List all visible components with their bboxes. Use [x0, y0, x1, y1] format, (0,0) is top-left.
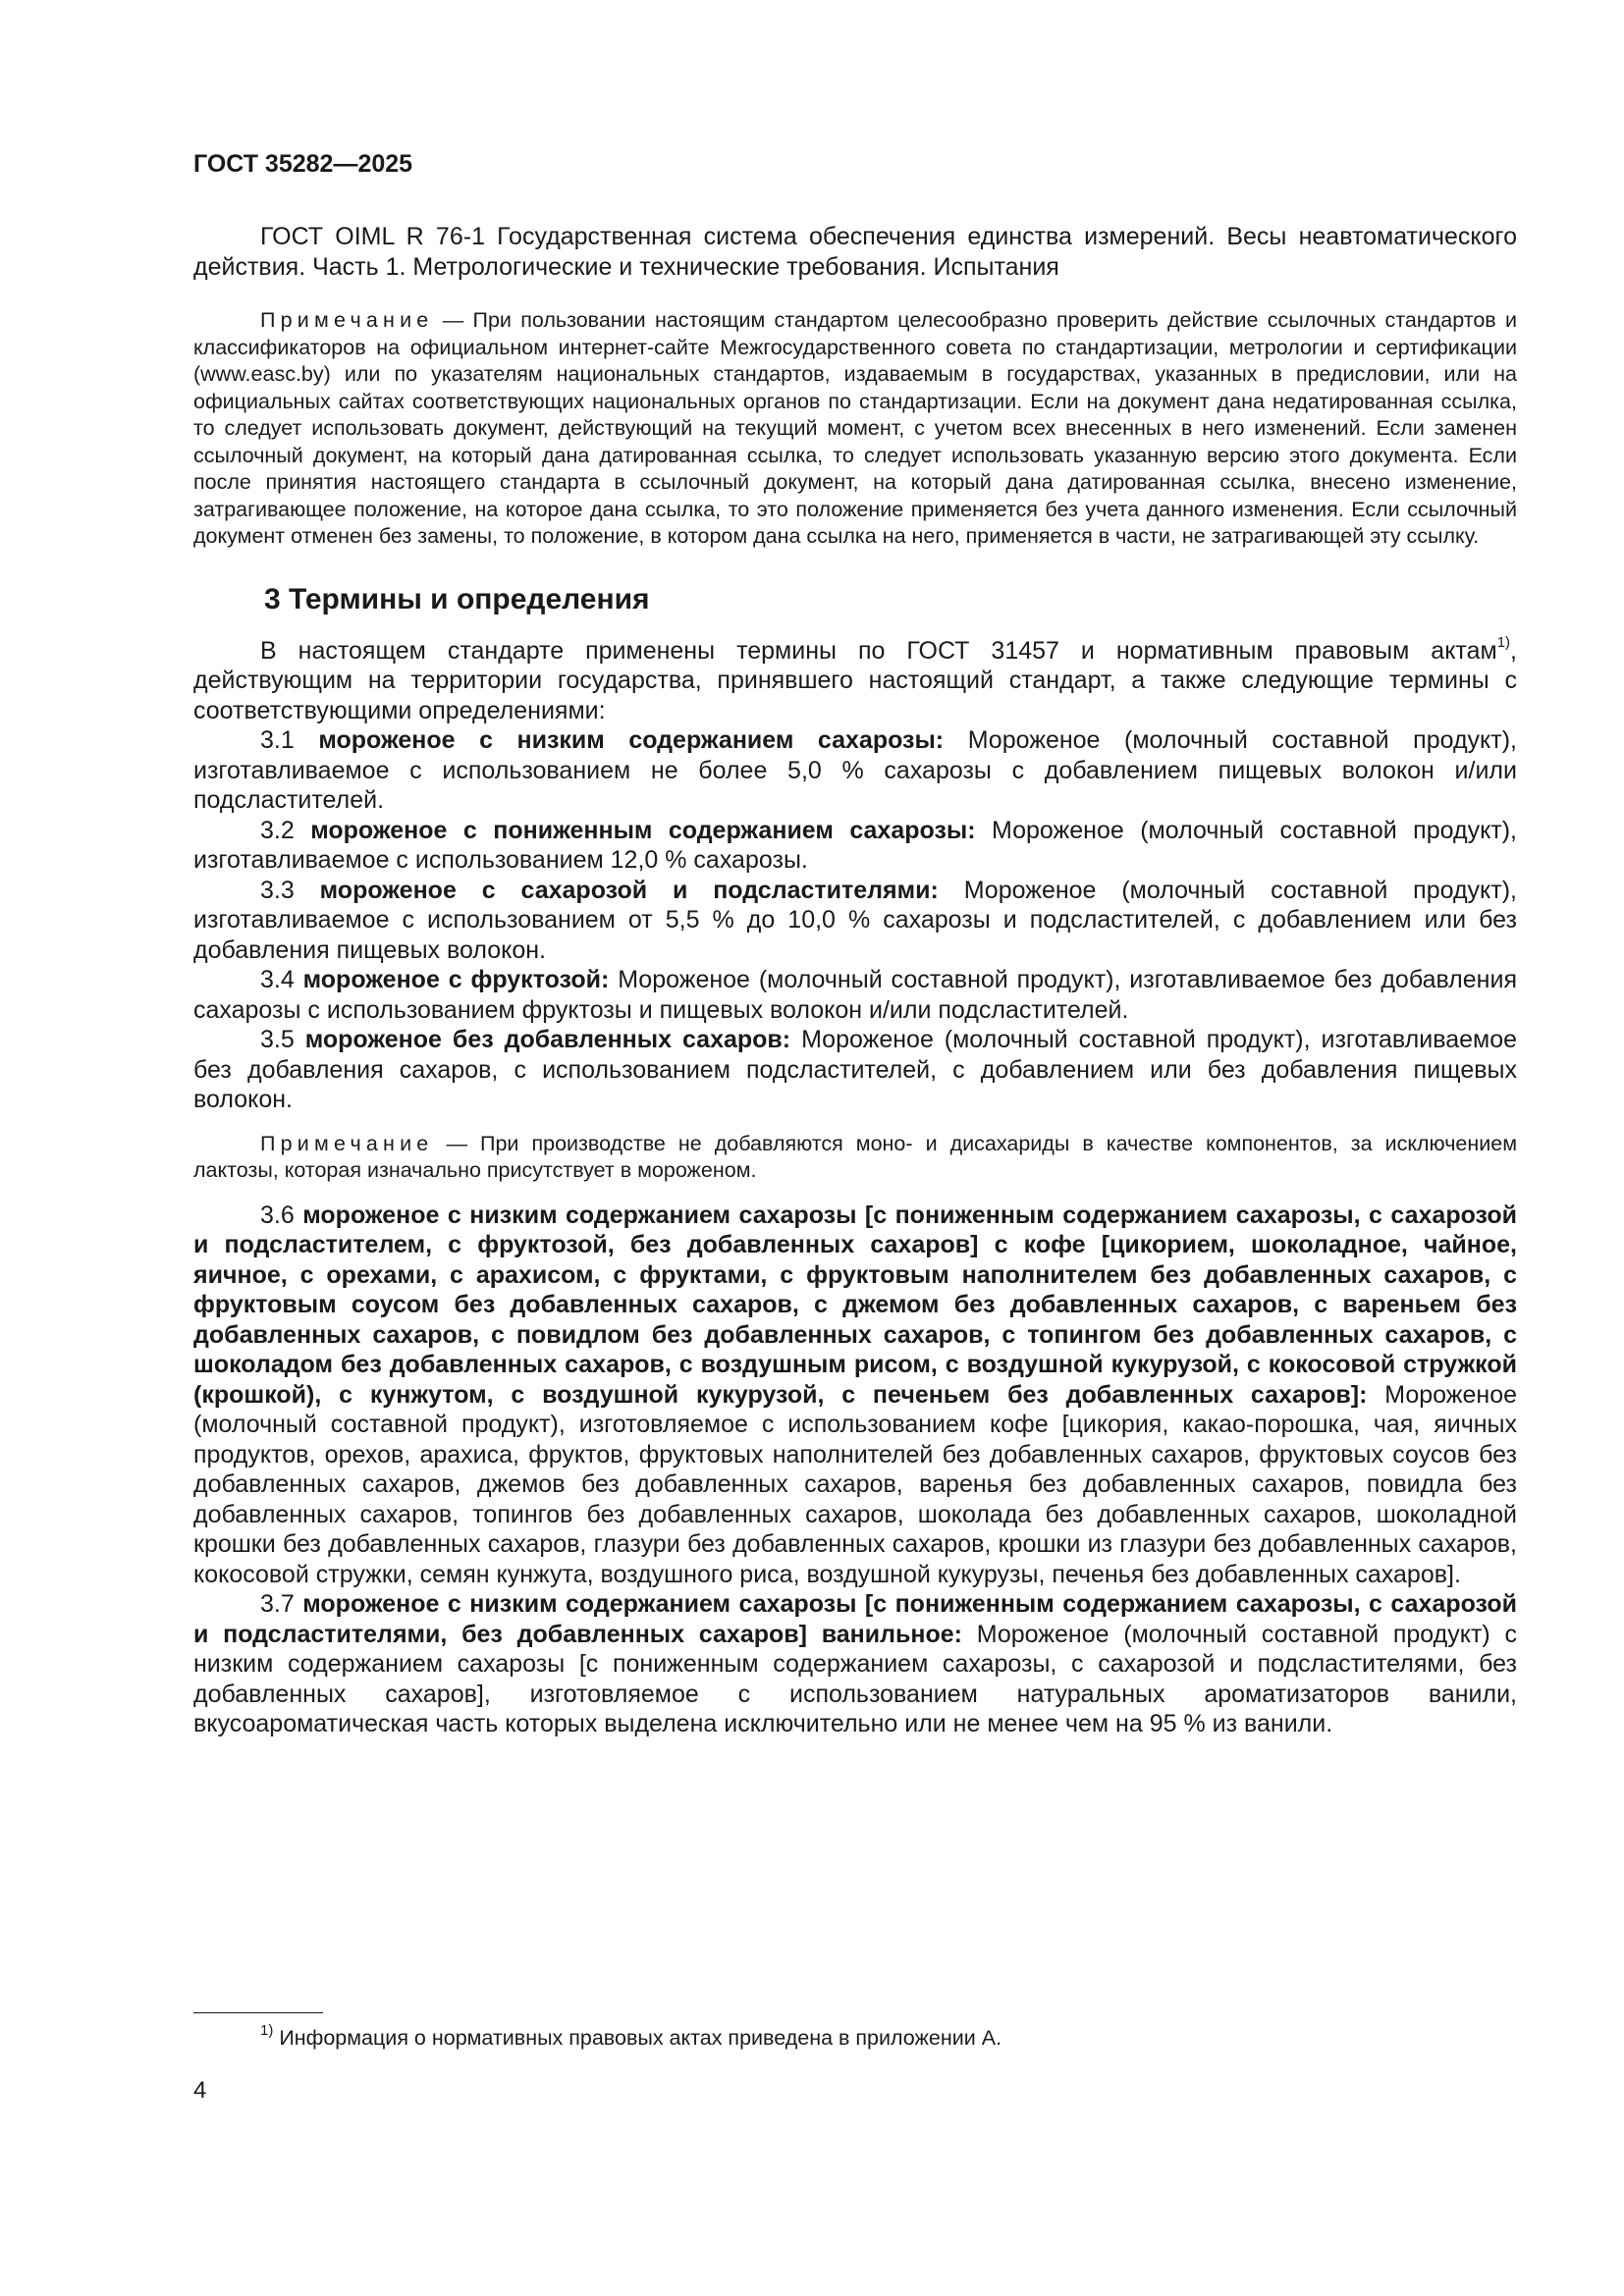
- term-definition: Мороженое (молочный составной продукт), изготавливаемое с использованием не более 5,0 % сахарозы с добавлением пищевых волокон и/или подсластителей.: [193, 726, 1517, 814]
- note-sugars: [193, 1131, 1517, 1185]
- term-item: [193, 816, 1517, 876]
- section-intro: [193, 636, 1517, 726]
- intro-text-a: В настоящем стандарте применены термины по ГОСТ 31457 и нормативным правовым актам: [260, 636, 1497, 665]
- term-name: мороженое с сахарозой и подсластителями:: [319, 876, 939, 904]
- term-number: 3.6: [260, 1201, 295, 1229]
- footnote-ref: 1): [1496, 634, 1511, 652]
- term-definition: Мороженое (молочный составной продукт) с низким содержанием сахарозы [с пониженным содержанием сахарозы, с сахарозой и подсластителями, без добавленных сахаров], изготовляемое с использованием натуральных ароматизаторов ванили, вкусоароматическая часть которых выделена исключительно или не менее чем на 95 % из ванили.: [193, 1620, 1517, 1737]
- note-label: Примечание: [260, 308, 434, 332]
- term-definition: Мороженое (молочный составной продукт), изготавливаемое с использованием от 5,5 % до 10,0 % сахарозы и подсластителей, с добавлением или без добавления пищевых волокон.: [193, 876, 1517, 964]
- footnote: [260, 2021, 1002, 2051]
- term-item: [193, 725, 1517, 816]
- reference-oiml: ГОСТ OIML R 76-1 Государственная система обеспечения единства измерений. Весы неавтоматического действия. Часть 1. Метрологические и технические требования. Испытания: [193, 223, 1517, 281]
- term-name: мороженое без добавленных сахаров:: [304, 1026, 791, 1053]
- page-number: 4: [193, 2077, 207, 2104]
- term-item: [193, 1201, 1517, 1590]
- footnote-mark: 1): [260, 2021, 274, 2039]
- footnote-divider: [193, 2012, 323, 2013]
- term-name: мороженое с низким содержанием сахарозы:: [318, 726, 945, 754]
- terms-list: [193, 725, 1517, 1115]
- section-title: 3 Термины и определения: [264, 582, 650, 615]
- term-name: мороженое с низким содержанием сахарозы [с пониженным содержанием сахарозы, с сахарозой и подсластителями, без добавленных сахаров] ванильное:: [193, 1590, 1517, 1648]
- term-name: мороженое с пониженным содержанием сахарозы:: [310, 816, 976, 844]
- terms-list-2: [193, 1201, 1517, 1739]
- term-definition: Мороженое (молочный составной продукт), изготавливаемое без добавления сахарозы с использованием фруктозы и пищевых волокон и/или подсластителей.: [193, 966, 1517, 1024]
- term-number: 3.7: [260, 1590, 295, 1618]
- note-label: Примечание: [260, 1131, 434, 1155]
- term-number: 3.1: [260, 726, 295, 754]
- document-header: ГОСТ 35282—2025: [193, 150, 413, 178]
- note-text: — При пользовании настоящим стандартом целесообразно проверить действие ссылочных стандартов и классификаторов на официальном интернет-сайте Межгосударственного совета по стандартизации, метрологии и сертификации (www.easc.by) или по указателям национальных стандартов, издаваемым в государствах, указанных в предисловии, или на официальных сайтах соответствующих национальных органов по стандартизации. Если на документ дана недатированная ссылка, то следует использовать документ, действующий на текущий момент, с учетом всех внесенных в него изменений. Если заменен ссылочный документ, на который дана датированная ссылка, то следует использовать указанную версию этого документа. Если после принятия настоящего стандарта в ссылочный документ, на который дана датированная ссылка, внесено изменение, затрагивающее положение, на которое дана ссылка, то это положение применяется без учета данного изменения. Если ссылочный документ отменен без замены, то положение, в котором дана ссылка на него, применяется в части, не затрагивающей эту ссылку.: [193, 308, 1517, 548]
- term-definition: Мороженое (молочный составной продукт), изготовляемое с использованием кофе [цикория, какао-порошка, чая, яичных продуктов, орехов, арахиса, фруктов, фруктовых наполнителей без добавленных сахаров, фруктовых соусов без добавленных сахаров, джемов без добавленных сахаров, варенья без добавленных сахаров, повидла без добавленных сахаров, топингов без добавленных сахаров, шоколада без добавленных сахаров, шоколадной крошки без добавленных сахаров, глазури без добавленных сахаров, крошки из глазури без добавленных сахаров, кокосовой стружки, семян кунжута, воздушного риса, воздушной кукурузы, печенья без добавленных сахаров].: [193, 1380, 1518, 1588]
- term-number: 3.2: [260, 816, 295, 844]
- intro-text-b: , действующим на территории государства, принявшего настоящий стандарт, а также следующие термины с соответствующими определениями:: [193, 636, 1517, 724]
- term-number: 3.5: [260, 1026, 295, 1053]
- term-name: мороженое с фруктозой:: [302, 966, 610, 993]
- term-definition: Мороженое (молочный составной продукт), изготавливаемое с использованием 12,0 % сахарозы.: [193, 816, 1518, 874]
- page-content: [193, 222, 1517, 1739]
- note-text: — При производстве не добавляются моно- и дисахариды в качестве компонентов, за исключением лактозы, которая изначально присутствует в мороженом.: [193, 1131, 1517, 1182]
- footnote-text: Информация о нормативных правовых актах приведена в приложении А.: [279, 2026, 1002, 2050]
- term-item: [193, 1025, 1517, 1115]
- term-name: мороженое с низким содержанием сахарозы [с пониженным содержанием сахарозы, с сахарозой и подсластителем, с фруктозой, без добавленных сахаров] с кофе [цикорием, шоколадное, чайное, яичное, с орехами, с арахисом, с фруктами, с фруктовым наполнителем без добавленных сахаров, с фруктовым соусом без добавленных сахаров, с джемом без добавленных сахаров, с вареньем без добавленных сахаров, с повидлом без добавленных сахаров, с топингом без добавленных сахаров, с шоколадом без добавленных сахаров, с воздушным рисом, с воздушной кукурузой, с кокосовой стружкой (крошкой), с кунжутом, с воздушной кукурузой, с печеньем без добавленных сахаров]:: [193, 1201, 1517, 1409]
- term-definition: Мороженое (молочный составной продукт), изготавливаемое без добавления сахаров, с использованием подсластителей, с добавлением или без добавления пищевых волокон.: [193, 1026, 1517, 1113]
- term-item: [193, 876, 1517, 966]
- note-references: [193, 307, 1517, 551]
- term-item: [193, 1589, 1517, 1739]
- term-number: 3.3: [260, 876, 295, 904]
- term-item: [193, 965, 1517, 1025]
- term-number: 3.4: [260, 966, 295, 993]
